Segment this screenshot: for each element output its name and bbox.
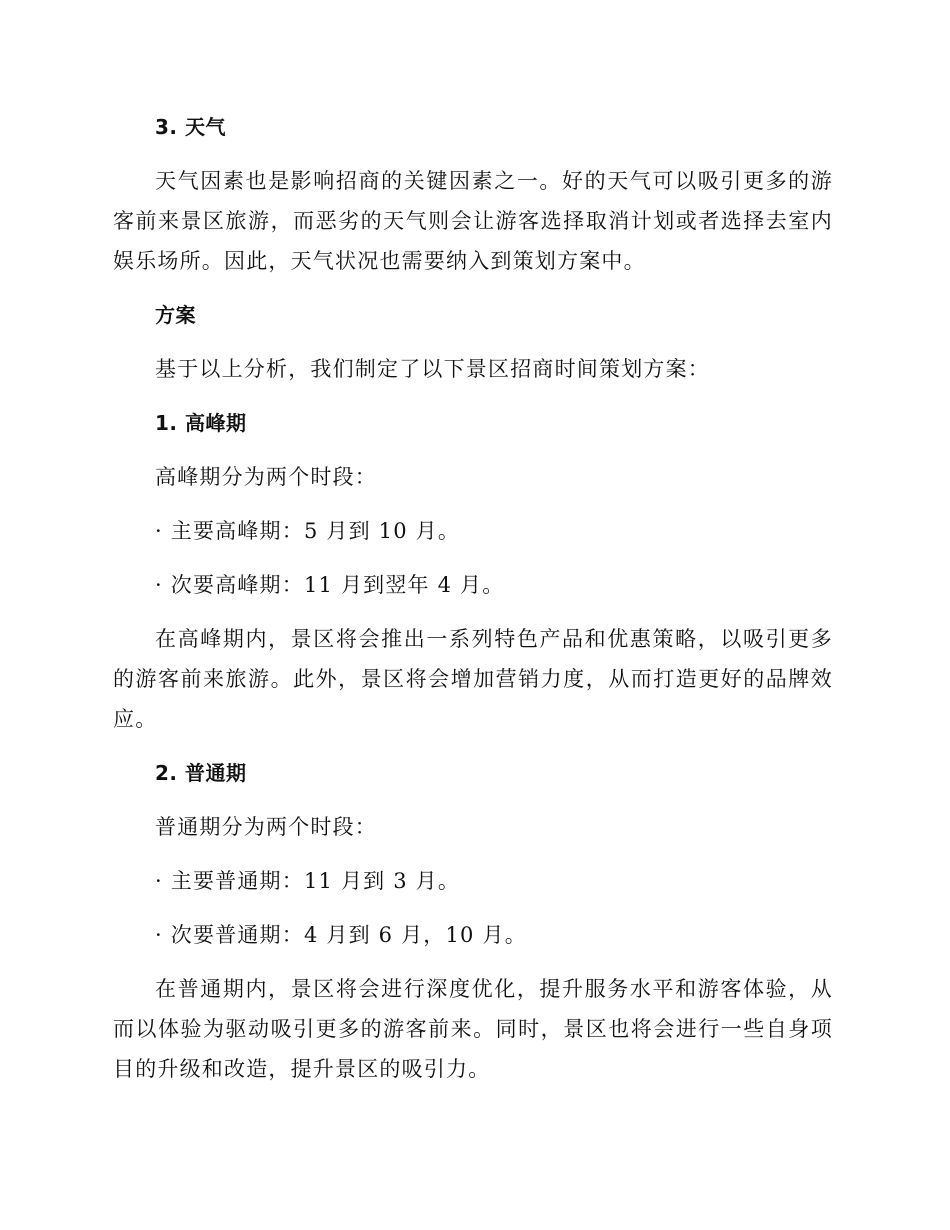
bullet-normal-main: · 主要普通期：11 月到 3 月。: [155, 869, 461, 893]
heading-weather: 3. 天气: [155, 115, 226, 139]
document-body: [113, 107, 833, 1103]
paragraph-peak-intro: 高峰期分为两个时段：: [155, 465, 377, 489]
heading-plan: 方案: [155, 303, 196, 327]
paragraph-normal-intro: 普通期分为两个时段：: [155, 815, 377, 839]
paragraph-peak: 在高峰期内，景区将会推出一系列特色产品和优惠策略，以吸引更多的游客前来旅游。此外，景区将会增加营销力度，从而打造更好的品牌效应。: [113, 627, 833, 731]
paragraph-plan-intro: 基于以上分析，我们制定了以下景区招商时间策划方案：: [155, 357, 710, 381]
paragraph-weather: 天气因素也是影响招商的关键因素之一。好的天气可以吸引更多的游客前来景区旅游，而恶劣的天气则会让游客选择取消计划或者选择去室内娱乐场所。因此，天气状况也需要纳入到策划方案中。: [113, 169, 833, 273]
bullet-peak-main: · 主要高峰期：5 月到 10 月。: [155, 519, 461, 543]
heading-normal: 2. 普通期: [155, 761, 247, 785]
heading-peak: 1. 高峰期: [155, 411, 247, 435]
bullet-normal-secondary: · 次要普通期：4 月到 6 月，10 月。: [155, 923, 527, 947]
paragraph-normal: 在普通期内，景区将会进行深度优化，提升服务水平和游客体验，从而以体验为驱动吸引更多的游客前来。同时，景区也将会进行一些自身项目的升级和改造，提升景区的吸引力。: [113, 977, 833, 1081]
bullet-peak-secondary: · 次要高峰期：11 月到翌年 4 月。: [155, 573, 505, 597]
